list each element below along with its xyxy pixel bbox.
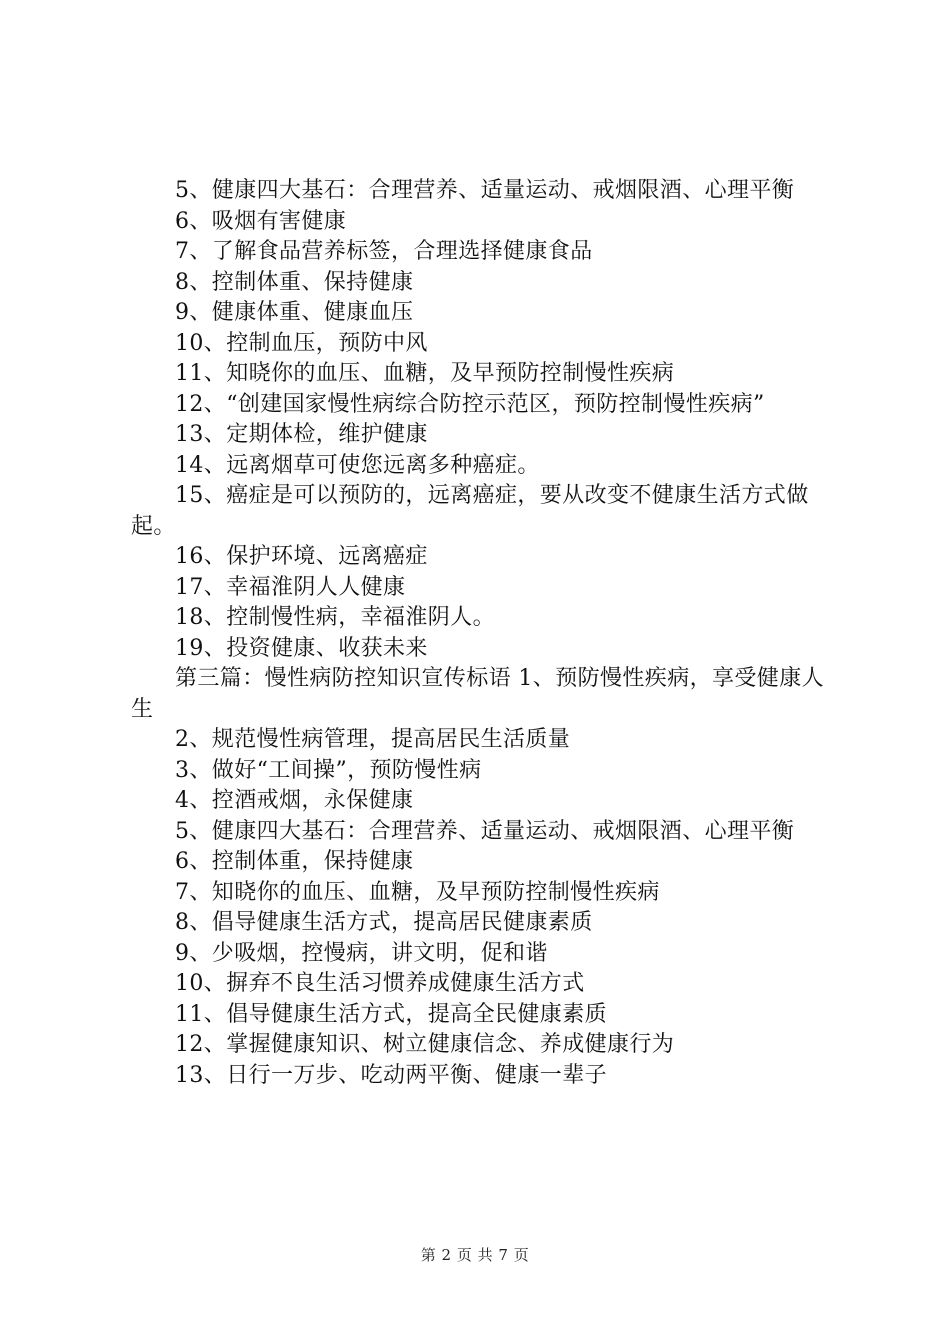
paragraph: 9、少吸烟，控慢病，讲文明，促和谐 xyxy=(175,940,548,966)
paragraph: 6、吸烟有害健康 xyxy=(175,208,347,234)
paragraph: 16、保护环境、远离癌症 xyxy=(175,544,428,569)
paragraph: 14、远离烟草可使您远离多种癌症。 xyxy=(175,452,540,478)
paragraph: 4、控酒戒烟，永保健康 xyxy=(175,788,414,813)
paragraph: 12、“创建国家慢性病综合防控示范区，预防控制慢性疾病” xyxy=(175,391,765,417)
page-footer: 第 2 页 共 7 页 xyxy=(420,1246,530,1264)
paragraph: 12、掌握健康知识、树立健康信念、养成健康行为 xyxy=(175,1032,675,1057)
paragraph: 9、健康体重、健康血压 xyxy=(175,300,414,325)
paragraph: 7、了解食品营养标签，合理选择健康食品 xyxy=(175,239,593,264)
paragraph: 5、健康四大基石：合理营养、适量运动、戒烟限酒、心理平衡 xyxy=(175,818,795,844)
document-body xyxy=(131,176,831,1091)
paragraph: 13、定期体检，维护健康 xyxy=(175,422,428,447)
paragraph: 8、控制体重、保持健康 xyxy=(175,269,414,295)
paragraph: 11、倡导健康生活方式，提高全民健康素质 xyxy=(175,1001,607,1027)
paragraph: 19、投资健康、收获未来 xyxy=(175,635,428,661)
paragraph: 17、幸福淮阴人人健康 xyxy=(175,574,406,600)
section-heading-paragraph: 第三篇：慢性病防控知识宣传标语 1、预防慢性疾病，享受健康人生 xyxy=(131,666,824,722)
paragraph: 8、倡导健康生活方式，提高居民健康素质 xyxy=(175,910,593,935)
paragraph: 6、控制体重，保持健康 xyxy=(175,849,414,874)
paragraph: 10、控制血压，预防中风 xyxy=(175,330,428,356)
paragraph: 11、知晓你的血压、血糖，及早预防控制慢性疾病 xyxy=(175,361,675,386)
paragraph: 18、控制慢性病，幸福淮阴人。 xyxy=(175,605,495,630)
paragraph: 2、规范慢性病管理，提高居民生活质量 xyxy=(175,727,571,752)
paragraph: 5、健康四大基石：合理营养、适量运动、戒烟限酒、心理平衡 xyxy=(175,178,795,203)
paragraph: 13、日行一万步、吃动两平衡、健康一辈子 xyxy=(175,1062,607,1088)
paragraph: 3、做好“工间操”，预防慢性病 xyxy=(175,757,482,783)
paragraph: 7、知晓你的血压、血糖，及早预防控制慢性疾病 xyxy=(175,879,660,905)
paragraph: 15、癌症是可以预防的，远离癌症，要从改变不健康生活方式做起。 xyxy=(131,483,809,539)
paragraph: 10、摒弃不良生活习惯养成健康生活方式 xyxy=(175,971,585,996)
